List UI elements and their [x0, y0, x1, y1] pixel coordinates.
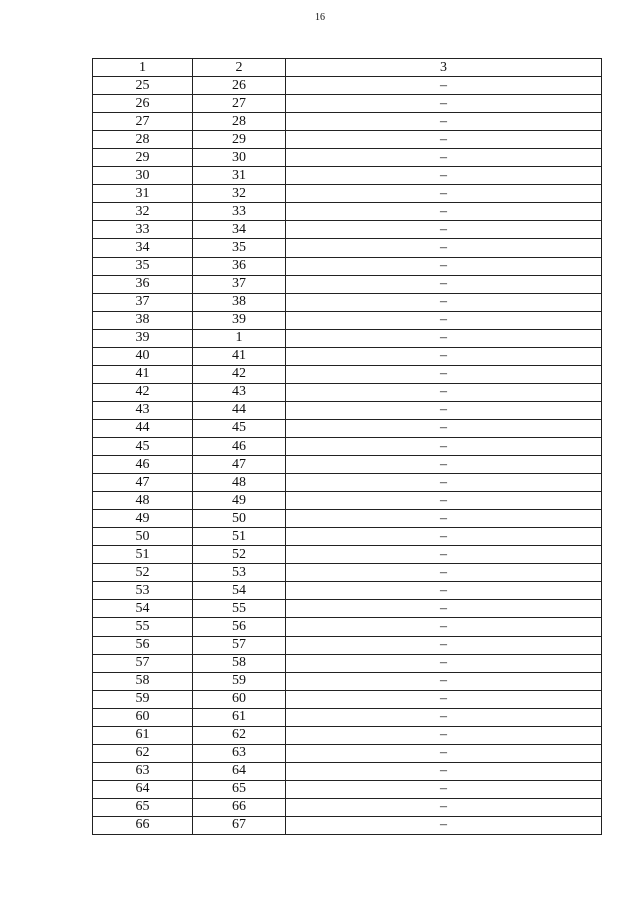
table-cell-col-2: 56 [193, 618, 286, 636]
table-cell-col-3: – [286, 77, 602, 95]
table-cell-col-1: 52 [93, 564, 193, 582]
table-cell-col-2: 46 [193, 437, 286, 455]
table-cell-col-3: – [286, 383, 602, 401]
table-row [93, 672, 602, 690]
table-cell-col-3: – [286, 131, 602, 149]
table-row [93, 744, 602, 762]
table-row [93, 816, 602, 834]
table-cell-col-2: 54 [193, 582, 286, 600]
table-cell-col-1: 60 [93, 708, 193, 726]
table-cell-col-2: 41 [193, 347, 286, 365]
table-cell-col-2: 58 [193, 654, 286, 672]
table-cell-col-1: 33 [93, 221, 193, 239]
table-cell-col-2: 1 [193, 329, 286, 347]
table-row [93, 365, 602, 383]
table-row [93, 77, 602, 95]
table-cell-col-1: 59 [93, 690, 193, 708]
table-cell-col-3: – [286, 708, 602, 726]
table-cell-col-2: 53 [193, 564, 286, 582]
table-cell-col-3: – [286, 149, 602, 167]
table-row [93, 546, 602, 564]
table-cell-col-2: 38 [193, 293, 286, 311]
table-row [93, 311, 602, 329]
table-cell-col-3: – [286, 419, 602, 437]
table-cell-col-1: 29 [93, 149, 193, 167]
table-cell-col-1: 54 [93, 600, 193, 618]
table-cell-col-1: 34 [93, 239, 193, 257]
column-header-1: 1 [93, 59, 193, 77]
table-cell-col-1: 40 [93, 347, 193, 365]
table-cell-col-1: 56 [93, 636, 193, 654]
table-cell-col-2: 33 [193, 203, 286, 221]
table-row [93, 329, 602, 347]
column-header-3: 3 [286, 59, 602, 77]
table-cell-col-2: 66 [193, 798, 286, 816]
table-cell-col-3: – [286, 510, 602, 528]
table-cell-col-1: 62 [93, 744, 193, 762]
table-cell-col-1: 51 [93, 546, 193, 564]
table-row [93, 95, 602, 113]
table-cell-col-1: 42 [93, 383, 193, 401]
table-cell-col-3: – [286, 275, 602, 293]
table-cell-col-1: 36 [93, 275, 193, 293]
table-cell-col-3: – [286, 293, 602, 311]
table-cell-col-2: 60 [193, 690, 286, 708]
table-cell-col-2: 30 [193, 149, 286, 167]
table-cell-col-3: – [286, 726, 602, 744]
table-row [93, 618, 602, 636]
table-cell-col-3: – [286, 456, 602, 474]
table-cell-col-2: 43 [193, 383, 286, 401]
table-row [93, 600, 602, 618]
table-cell-col-1: 28 [93, 131, 193, 149]
table-cell-col-3: – [286, 167, 602, 185]
table-cell-col-3: – [286, 347, 602, 365]
table-cell-col-3: – [286, 474, 602, 492]
table-row [93, 167, 602, 185]
table-row [93, 257, 602, 275]
table-cell-col-2: 62 [193, 726, 286, 744]
table-row [93, 636, 602, 654]
table-row [93, 456, 602, 474]
table-cell-col-2: 36 [193, 257, 286, 275]
table-cell-col-3: – [286, 203, 602, 221]
table-cell-col-2: 49 [193, 492, 286, 510]
table-row [93, 474, 602, 492]
table-row [93, 654, 602, 672]
table-header [93, 59, 602, 77]
table-cell-col-1: 65 [93, 798, 193, 816]
table-body [93, 77, 602, 835]
table-cell-col-3: – [286, 528, 602, 546]
table-cell-col-2: 67 [193, 816, 286, 834]
table-row [93, 437, 602, 455]
table-row [93, 419, 602, 437]
table-cell-col-1: 64 [93, 780, 193, 798]
table-cell-col-1: 27 [93, 113, 193, 131]
table-row [93, 275, 602, 293]
table-cell-col-1: 35 [93, 257, 193, 275]
table-row [93, 239, 602, 257]
table-cell-col-3: – [286, 690, 602, 708]
table-cell-col-2: 42 [193, 365, 286, 383]
table-cell-col-1: 30 [93, 167, 193, 185]
table-cell-col-2: 39 [193, 311, 286, 329]
table-cell-col-3: – [286, 618, 602, 636]
table-cell-col-2: 47 [193, 456, 286, 474]
table-row [93, 149, 602, 167]
table-cell-col-2: 31 [193, 167, 286, 185]
table-row [93, 798, 602, 816]
table-cell-col-3: – [286, 564, 602, 582]
table-cell-col-3: – [286, 762, 602, 780]
table-cell-col-2: 51 [193, 528, 286, 546]
table-cell-col-3: – [286, 636, 602, 654]
table-cell-col-1: 53 [93, 582, 193, 600]
table-cell-col-3: – [286, 95, 602, 113]
table-cell-col-3: – [286, 365, 602, 383]
table-cell-col-2: 28 [193, 113, 286, 131]
table-cell-col-3: – [286, 816, 602, 834]
table-cell-col-1: 47 [93, 474, 193, 492]
table-cell-col-1: 43 [93, 401, 193, 419]
table-cell-col-3: – [286, 492, 602, 510]
table-row [93, 708, 602, 726]
table-cell-col-3: – [286, 221, 602, 239]
table-cell-col-3: – [286, 437, 602, 455]
table-cell-col-2: 35 [193, 239, 286, 257]
table-row [93, 347, 602, 365]
table-row [93, 401, 602, 419]
table-cell-col-1: 50 [93, 528, 193, 546]
table-cell-col-2: 57 [193, 636, 286, 654]
table-row [93, 131, 602, 149]
table-cell-col-2: 61 [193, 708, 286, 726]
table-cell-col-2: 55 [193, 600, 286, 618]
table-cell-col-2: 64 [193, 762, 286, 780]
table-cell-col-1: 63 [93, 762, 193, 780]
table-cell-col-2: 34 [193, 221, 286, 239]
table-cell-col-2: 44 [193, 401, 286, 419]
table-cell-col-1: 46 [93, 456, 193, 474]
table-cell-col-1: 55 [93, 618, 193, 636]
table-cell-col-1: 66 [93, 816, 193, 834]
table-cell-col-3: – [286, 672, 602, 690]
table-cell-col-3: – [286, 654, 602, 672]
table-cell-col-3: – [286, 582, 602, 600]
table-cell-col-1: 49 [93, 510, 193, 528]
table-cell-col-3: – [286, 239, 602, 257]
column-header-2: 2 [193, 59, 286, 77]
table-cell-col-2: 48 [193, 474, 286, 492]
table-cell-col-3: – [286, 329, 602, 347]
table-cell-col-1: 57 [93, 654, 193, 672]
table-row [93, 185, 602, 203]
table-cell-col-2: 29 [193, 131, 286, 149]
table-row [93, 762, 602, 780]
table-row [93, 528, 602, 546]
table-cell-col-2: 59 [193, 672, 286, 690]
table-cell-col-3: – [286, 311, 602, 329]
table-cell-col-2: 65 [193, 780, 286, 798]
table-cell-col-1: 37 [93, 293, 193, 311]
table-row [93, 203, 602, 221]
table-cell-col-1: 25 [93, 77, 193, 95]
page-number: 16 [315, 12, 325, 23]
table-row [93, 510, 602, 528]
table-cell-col-3: – [286, 780, 602, 798]
table-row [93, 564, 602, 582]
table-cell-col-1: 39 [93, 329, 193, 347]
table-row [93, 113, 602, 131]
table-cell-col-3: – [286, 744, 602, 762]
table-cell-col-2: 27 [193, 95, 286, 113]
table-cell-col-3: – [286, 546, 602, 564]
table-cell-col-3: – [286, 185, 602, 203]
table-cell-col-1: 45 [93, 437, 193, 455]
table-cell-col-1: 26 [93, 95, 193, 113]
table-cell-col-2: 26 [193, 77, 286, 95]
table-cell-col-2: 52 [193, 546, 286, 564]
table-row [93, 726, 602, 744]
table-cell-col-2: 32 [193, 185, 286, 203]
table-row [93, 582, 602, 600]
table-cell-col-3: – [286, 798, 602, 816]
data-table [92, 58, 602, 835]
table-row [93, 221, 602, 239]
table-cell-col-2: 63 [193, 744, 286, 762]
table-cell-col-1: 44 [93, 419, 193, 437]
table-cell-col-3: – [286, 113, 602, 131]
table-cell-col-2: 50 [193, 510, 286, 528]
table-cell-col-2: 37 [193, 275, 286, 293]
table-row [93, 492, 602, 510]
table-row [93, 690, 602, 708]
table-cell-col-1: 41 [93, 365, 193, 383]
table-row [93, 293, 602, 311]
table-cell-col-1: 48 [93, 492, 193, 510]
table-cell-col-2: 45 [193, 419, 286, 437]
table-cell-col-3: – [286, 600, 602, 618]
table-cell-col-1: 31 [93, 185, 193, 203]
table-row [93, 780, 602, 798]
table-cell-col-1: 38 [93, 311, 193, 329]
header-row [93, 59, 602, 77]
table-cell-col-3: – [286, 257, 602, 275]
table-row [93, 383, 602, 401]
table-cell-col-1: 61 [93, 726, 193, 744]
table-cell-col-3: – [286, 401, 602, 419]
table-cell-col-1: 58 [93, 672, 193, 690]
table-cell-col-1: 32 [93, 203, 193, 221]
